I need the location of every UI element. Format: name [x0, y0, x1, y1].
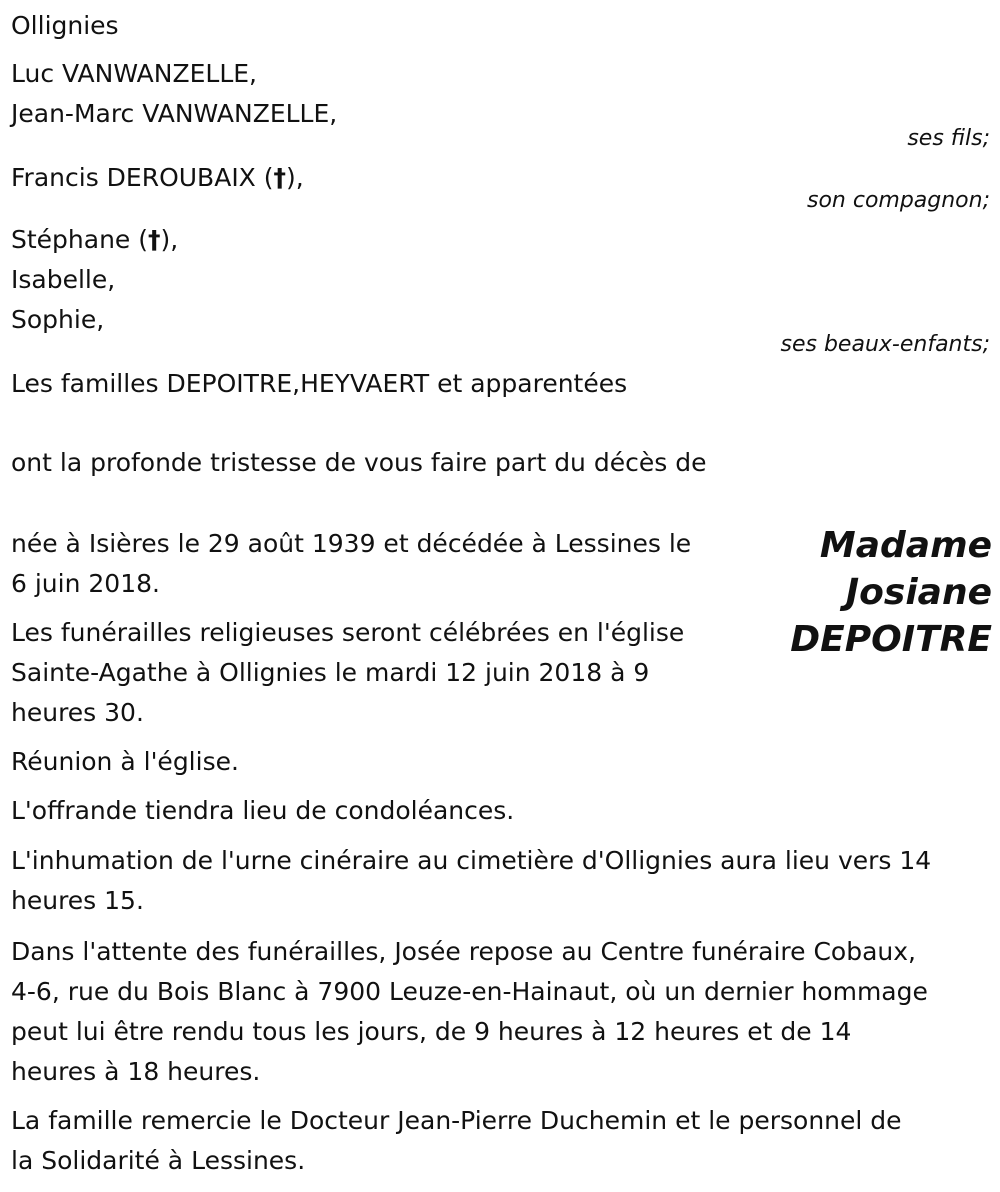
stepchild-name-suffix: ), [160, 225, 179, 254]
text-line: 6 juin 2018. [11, 569, 160, 598]
companion-name-suffix: ), [286, 163, 304, 192]
text-line: Les funérailles religieuses seront célébrées en l'église [11, 618, 685, 647]
thanks-paragraph [11, 1101, 902, 1181]
cross-icon: † [273, 163, 287, 192]
funeral-paragraph [11, 613, 684, 733]
text-line: Dans l'attente des funérailles, Josée repose au Centre funéraire Cobaux, [11, 937, 916, 966]
offering-paragraph: L'offrande tiendra lieu de condoléances. [11, 796, 515, 825]
text-line: heures 15. [11, 886, 144, 915]
town-name: Ollignies [11, 11, 119, 40]
stepchild-name: Isabelle, [11, 265, 116, 294]
son-name: Jean-Marc VANWANZELLE, [11, 99, 338, 128]
cross-icon: † [148, 225, 161, 254]
companion-name [11, 158, 304, 198]
text-line: la Solidarité à Lessines. [11, 1146, 306, 1175]
burial-paragraph [11, 841, 931, 921]
meeting-paragraph: Réunion à l'église. [11, 747, 239, 776]
text-line: heures 30. [11, 698, 144, 727]
stepchildren-role: ses beaux-enfants; [780, 332, 990, 357]
companion-name-text: Francis DEROUBAIX ( [11, 163, 274, 192]
son-name: Luc VANWANZELLE, [11, 59, 258, 88]
birth-death-paragraph [11, 524, 691, 604]
text-line: peut lui être rendu tous les jours, de 9 heures à 12 heures et de 14 [11, 1017, 852, 1046]
text-line: heures à 18 heures. [11, 1057, 261, 1086]
companion-role: son compagnon; [806, 188, 990, 213]
rest-paragraph [11, 932, 928, 1092]
text-line: Sainte-Agathe à Ollignies le mardi 12 juin 2018 à 9 [11, 658, 650, 687]
stepchild-name: Sophie, [11, 305, 105, 334]
deceased-name [790, 522, 992, 663]
stepchild-name [11, 220, 178, 260]
deceased-title: Madame [819, 525, 992, 566]
families-line: Les familles DEPOITRE,HEYVAERT et apparentées [11, 369, 628, 398]
text-line: La famille remercie le Docteur Jean-Pierre Duchemin et le personnel de [11, 1106, 902, 1135]
stepchild-name-text: Stéphane ( [11, 225, 149, 254]
deceased-first-name: Josiane [845, 572, 992, 613]
sons-role: ses fils; [907, 126, 990, 151]
text-line: 4-6, rue du Bois Blanc à 7900 Leuze-en-Hainaut, où un dernier hommage [11, 977, 928, 1006]
announcement-line: ont la profonde tristesse de vous faire part du décès de [11, 448, 707, 477]
deceased-last-name: DEPOITRE [790, 619, 992, 660]
text-line: L'inhumation de l'urne cinéraire au cimetière d'Ollignies aura lieu vers 14 [11, 846, 932, 875]
text-line: née à Isières le 29 août 1939 et décédée à Lessines le [11, 529, 692, 558]
